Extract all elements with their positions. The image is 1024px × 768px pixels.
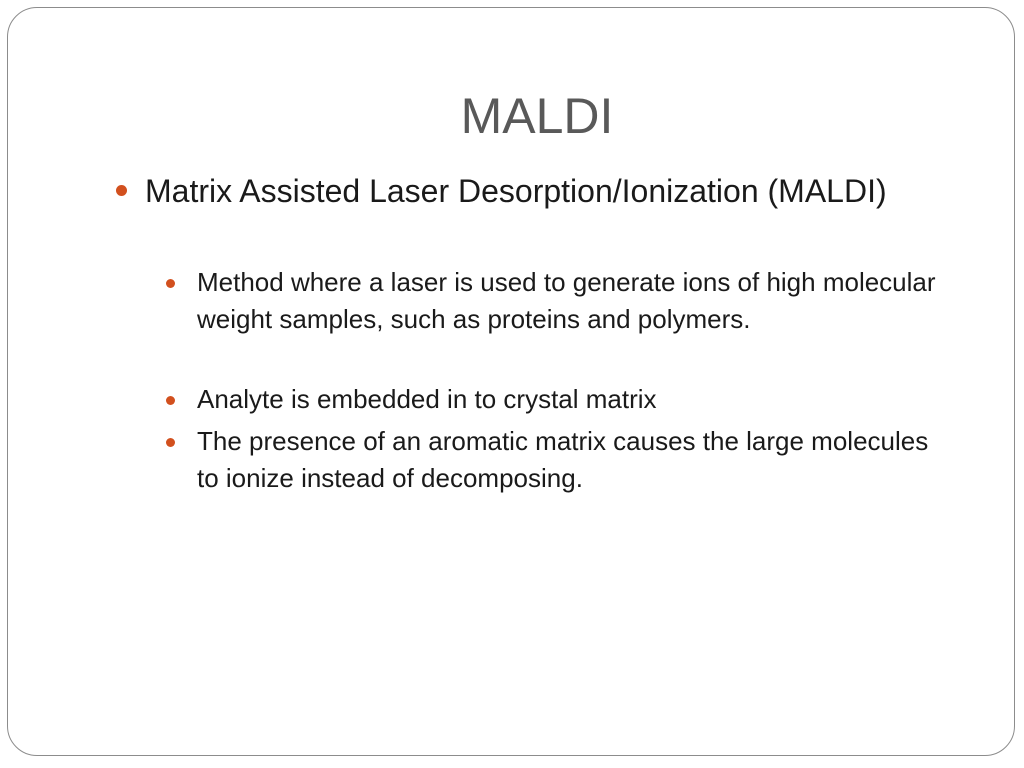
sub-bullet-text: Method where a laser is used to generate ions of high molecular weight samples, such as proteins and polymers.	[197, 267, 936, 334]
sub-bullet-text: The presence of an aromatic matrix causes the large molecules to ionize instead of decomposing.	[197, 426, 929, 493]
bullet-level1-text: Matrix Assisted Laser Desorption/Ionization (MALDI)	[145, 173, 887, 209]
sub-bullet-text: Analyte is embedded in to crystal matrix	[197, 384, 657, 414]
sub-bullet-icon	[166, 396, 175, 405]
bullet-icon	[116, 185, 127, 196]
sub-bullet-icon	[166, 438, 175, 447]
slide-title: MALDI	[460, 88, 614, 144]
sub-bullet-icon	[166, 279, 175, 288]
